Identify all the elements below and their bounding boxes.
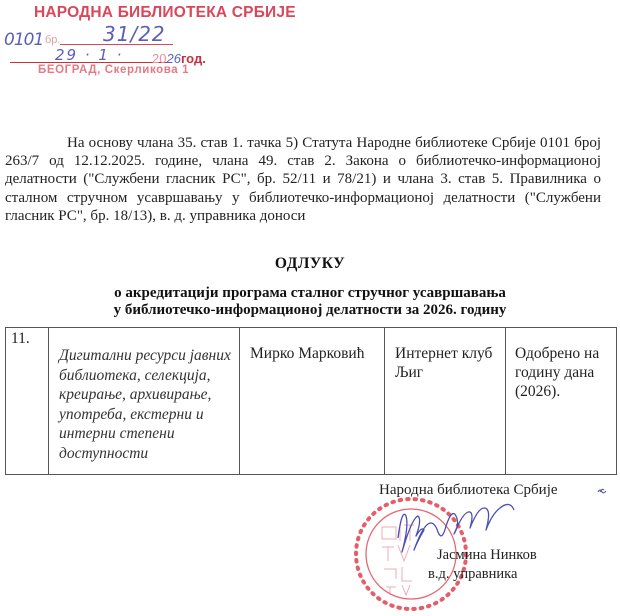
registry-stamp-institution: НАРОДНА БИБЛИОТЕКА СРБИЈЕ bbox=[34, 4, 296, 21]
signer-name: Јасмина Нинков bbox=[437, 547, 537, 563]
program-organizer: Интернет клуб Љиг bbox=[395, 345, 493, 381]
program-author: Мирко Марковић bbox=[250, 345, 365, 362]
signer-role: в.д. управника bbox=[428, 566, 518, 582]
decision-title: ОДЛУКУ bbox=[274, 255, 346, 272]
program-number: 11. bbox=[11, 330, 30, 347]
registry-stamp-year-suffix: год. bbox=[180, 51, 206, 66]
program-title: Дигитални ресурси јавних библиотека, селекција, креирање, архивирање, употреба, екстерни и интерни степени доступности bbox=[59, 347, 231, 462]
program-title-cell bbox=[49, 328, 240, 475]
program-table bbox=[5, 327, 617, 475]
registry-stamp-address: БЕОГРАД, Скерликова 1 bbox=[38, 64, 190, 76]
registry-stamp-number-label: бр. bbox=[45, 34, 61, 46]
signature-institution: Народна библиотека Србије bbox=[379, 482, 558, 498]
decision-subtitle-line-1: о акредитацији програма сталног стручног усавршавања bbox=[114, 285, 506, 301]
decision-subtitle-line-2: у библиотечко-информационој делатности за 2026. годину bbox=[113, 302, 507, 318]
program-number-cell bbox=[6, 328, 49, 475]
decision-subtitle bbox=[0, 285, 620, 319]
program-status-cell bbox=[506, 328, 617, 475]
program-organizer-cell bbox=[385, 328, 506, 475]
program-status: Одобрено на годину дана (2026). bbox=[515, 345, 600, 400]
registry-stamp-year-printed: 20 bbox=[152, 51, 167, 66]
registry-stamp-number: 31/22 bbox=[103, 22, 166, 46]
registry-stamp-year-written: 26 bbox=[166, 51, 181, 66]
program-author-cell bbox=[240, 328, 385, 475]
table-row bbox=[6, 328, 617, 475]
intro-paragraph: На основу члана 35. став 1. тачка 5) Статута Народне библиотеке Србије 0101 број 263/7 од 12.12.2025. године, члана 49. став 2. Закона о библиотечко-информационој делатности ("Службени гласник РС", бр. 52/11 и 78/21) и члана 3. став 5. Правилника о сталном стручном усавршавању у библиотечко-информационој делатности ("Службени гласник РС", бр. 18/13), в. д. управника доноси bbox=[5, 135, 601, 224]
registry-stamp-code: 0101 bbox=[4, 30, 44, 50]
registry-stamp-date: 29 · 1 · bbox=[55, 46, 124, 64]
registry-stamp-date-line bbox=[10, 62, 170, 63]
